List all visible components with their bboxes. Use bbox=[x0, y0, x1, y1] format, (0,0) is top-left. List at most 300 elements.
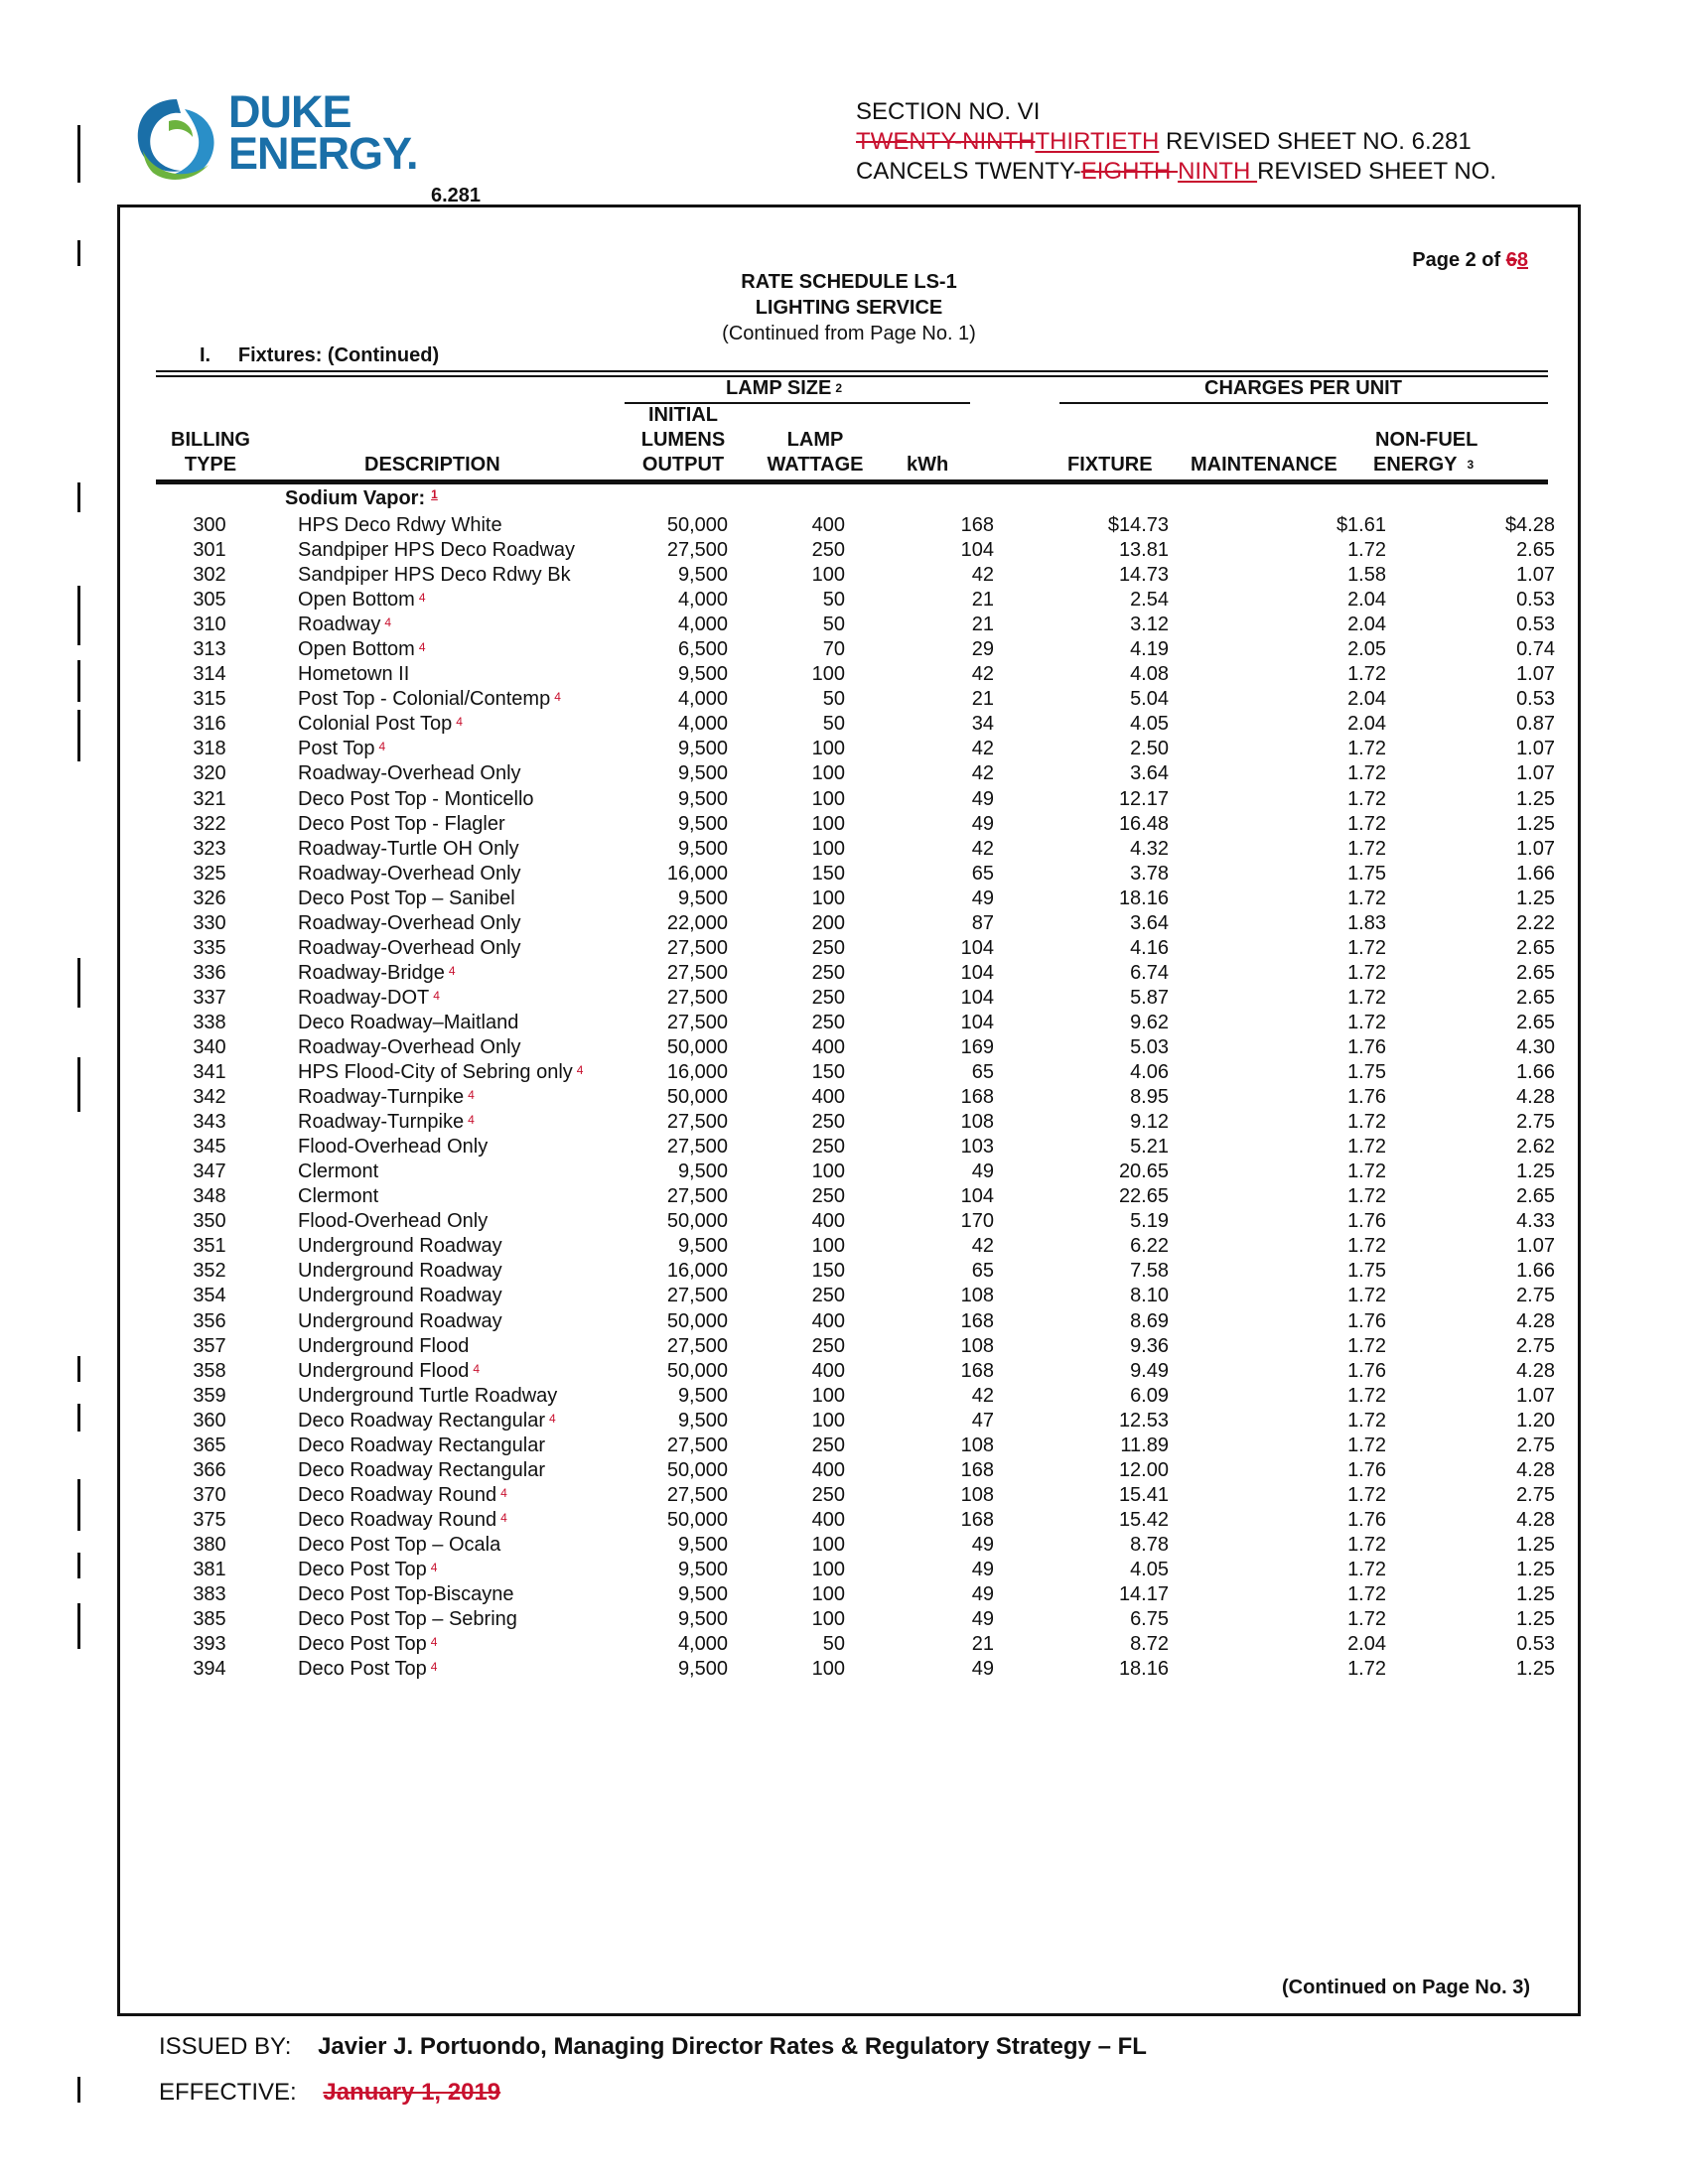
maintenance-charge-cell bbox=[1297, 1458, 1386, 1483]
wattage-cell-text: 100 bbox=[811, 837, 845, 860]
fixture-charge-cell-text: 4.05 bbox=[1130, 1558, 1169, 1580]
billing-type-cell-text: 370 bbox=[193, 1483, 226, 1506]
description-cell bbox=[298, 1184, 378, 1209]
non-fuel-energy-cell-text: 4.28 bbox=[1516, 1086, 1555, 1109]
lumens-cell-text: 4,000 bbox=[677, 589, 728, 612]
maintenance-charge-cell bbox=[1297, 588, 1386, 613]
wattage-cell bbox=[766, 837, 845, 862]
maintenance-charge-cell-text: 1.72 bbox=[1347, 837, 1386, 860]
wattage-cell-text: 400 bbox=[811, 514, 845, 536]
description-cell-text: Underground Roadway bbox=[298, 1285, 502, 1307]
fixture-charge-cell-text: 4.16 bbox=[1130, 936, 1169, 959]
lumens-cell-text: 50,000 bbox=[666, 1210, 728, 1233]
description-cell-text: Roadway-DOT bbox=[298, 986, 430, 1009]
lumens-cell bbox=[636, 1259, 728, 1284]
lumens-cell-text: 27,500 bbox=[666, 1136, 728, 1159]
billing-type-cell bbox=[175, 761, 244, 786]
description-cell bbox=[298, 812, 505, 837]
fixture-charge-cell bbox=[1063, 513, 1169, 538]
fixture-charge-cell-text: 4.08 bbox=[1130, 663, 1169, 686]
non-fuel-energy-cell-text: 4.28 bbox=[1516, 1359, 1555, 1382]
fixture-charge-cell-text: 6.75 bbox=[1130, 1608, 1169, 1631]
non-fuel-energy-cell bbox=[1466, 1632, 1555, 1657]
kwh-cell-text: 87 bbox=[971, 911, 994, 934]
billing-type-header bbox=[156, 428, 265, 478]
fixture-charge-cell-text: 20.65 bbox=[1118, 1160, 1169, 1183]
wattage-cell bbox=[766, 911, 845, 936]
table-row bbox=[120, 1209, 1578, 1234]
billing-type-cell bbox=[175, 1458, 244, 1483]
lumens-cell-text: 16,000 bbox=[666, 862, 728, 885]
maintenance-charge-cell-text: 1.72 bbox=[1347, 1285, 1386, 1307]
maintenance-charge-cell-text: 1.72 bbox=[1347, 986, 1386, 1009]
description-cell-text: Roadway-Overhead Only bbox=[298, 936, 521, 959]
kwh-cell-text: 42 bbox=[971, 663, 994, 686]
issued-by-label: ISSUED BY: bbox=[159, 2033, 292, 2060]
wattage-cell-text: 50 bbox=[822, 589, 845, 612]
duke-energy-swirl-icon bbox=[129, 91, 224, 191]
revised-old: TWENTY-NINTH bbox=[856, 128, 1036, 155]
maintenance-charge-cell bbox=[1297, 563, 1386, 588]
description-cell-text: Flood-Overhead Only bbox=[298, 1136, 489, 1159]
lumens-cell-text: 50,000 bbox=[666, 1359, 728, 1382]
wattage-cell-text: 70 bbox=[822, 638, 845, 661]
table-row bbox=[120, 837, 1578, 862]
lumens-cell bbox=[636, 1135, 728, 1160]
billing-type-cell-text: 338 bbox=[193, 1011, 226, 1033]
billing-type-cell-text: 301 bbox=[193, 539, 226, 562]
description-cell bbox=[298, 1558, 437, 1582]
billing-type-cell-text: 320 bbox=[193, 762, 226, 785]
fixture-charge-cell-text: 8.72 bbox=[1130, 1633, 1169, 1656]
kwh-cell-text: 42 bbox=[971, 738, 994, 760]
billing-type-cell bbox=[175, 588, 244, 613]
kwh-cell-text: 108 bbox=[960, 1483, 994, 1506]
fixture-charge-cell bbox=[1063, 1184, 1169, 1209]
table-row bbox=[120, 1184, 1578, 1209]
wattage-cell-text: 400 bbox=[811, 1210, 845, 1233]
wattage-cell-text: 100 bbox=[811, 787, 845, 810]
non-fuel-energy-cell-text: 1.25 bbox=[1516, 1608, 1555, 1631]
kwh-cell bbox=[944, 1582, 994, 1607]
change-bar bbox=[77, 1479, 80, 1531]
fixture-charge-cell-text: 8.78 bbox=[1130, 1533, 1169, 1556]
footnote-marker: 4 bbox=[468, 1088, 475, 1103]
non-fuel-energy-cell bbox=[1466, 1060, 1555, 1085]
lumens-cell bbox=[636, 1657, 728, 1682]
table-row bbox=[120, 1409, 1578, 1433]
billing-type-cell-text: 365 bbox=[193, 1433, 226, 1456]
lumens-cell-text: 27,500 bbox=[666, 986, 728, 1009]
kwh-cell-text: 29 bbox=[971, 638, 994, 661]
kwh-cell bbox=[944, 837, 994, 862]
fixture-charge-cell bbox=[1063, 936, 1169, 961]
lumens-label-1: INITIAL bbox=[648, 404, 718, 426]
non-fuel-energy-cell-text: 2.65 bbox=[1516, 936, 1555, 959]
lamp-size-label: LAMP SIZE bbox=[726, 377, 832, 399]
schedule-title-line2: LIGHTING SERVICE bbox=[755, 297, 943, 319]
lumens-cell-text: 50,000 bbox=[666, 1309, 728, 1332]
table-row bbox=[120, 1110, 1578, 1135]
lumens-cell-text: 9,500 bbox=[677, 887, 728, 909]
non-fuel-energy-cell-text: 1.25 bbox=[1516, 1658, 1555, 1681]
fixture-table-body bbox=[120, 513, 1578, 1682]
maintenance-charge-cell-text: 1.72 bbox=[1347, 1483, 1386, 1506]
maintenance-charge-cell bbox=[1297, 1085, 1386, 1110]
wattage-cell bbox=[766, 936, 845, 961]
kwh-cell-text: 169 bbox=[960, 1035, 994, 1058]
fixture-charge-cell-text: 9.49 bbox=[1130, 1359, 1169, 1382]
kwh-cell-text: 49 bbox=[971, 1533, 994, 1556]
lumens-cell-text: 6,500 bbox=[677, 638, 728, 661]
wattage-cell-text: 100 bbox=[811, 1558, 845, 1580]
fixture-charge-cell bbox=[1063, 986, 1169, 1011]
billing-type-cell bbox=[175, 1632, 244, 1657]
change-bar bbox=[77, 2077, 80, 2103]
lumens-cell bbox=[636, 787, 728, 812]
table-row bbox=[120, 1533, 1578, 1558]
lumens-cell bbox=[636, 613, 728, 637]
non-fuel-energy-cell bbox=[1466, 1209, 1555, 1234]
kwh-cell-text: 21 bbox=[971, 614, 994, 636]
description-cell bbox=[298, 613, 391, 637]
wattage-cell-text: 100 bbox=[811, 1583, 845, 1606]
maintenance-charge-cell-text: 1.75 bbox=[1347, 862, 1386, 885]
wattage-cell bbox=[766, 1632, 845, 1657]
lumens-cell bbox=[636, 887, 728, 911]
table-row bbox=[120, 1483, 1578, 1508]
kwh-cell-text: 34 bbox=[971, 713, 994, 736]
wattage-cell bbox=[766, 1384, 845, 1409]
lumens-cell bbox=[636, 812, 728, 837]
fixture-charge-cell bbox=[1063, 613, 1169, 637]
description-cell bbox=[298, 1035, 521, 1060]
fixture-charge-cell bbox=[1063, 637, 1169, 662]
table-row bbox=[120, 936, 1578, 961]
description-cell-text: Roadway-Bridge bbox=[298, 961, 445, 984]
maintenance-charge-cell bbox=[1297, 761, 1386, 786]
description-cell-text: Roadway-Overhead Only bbox=[298, 911, 521, 934]
description-cell bbox=[298, 1384, 557, 1409]
kwh-cell-text: 42 bbox=[971, 762, 994, 785]
wattage-cell bbox=[766, 737, 845, 761]
kwh-cell bbox=[944, 1135, 994, 1160]
kwh-cell bbox=[944, 1558, 994, 1582]
maintenance-charge-cell bbox=[1297, 911, 1386, 936]
fixture-charge-cell-text: 5.87 bbox=[1130, 986, 1169, 1009]
wattage-cell-text: 250 bbox=[811, 961, 845, 984]
revised-rest: REVISED SHEET NO. 6.281 bbox=[1159, 128, 1472, 155]
maintenance-header: MAINTENANCE bbox=[1191, 454, 1337, 476]
rule bbox=[1059, 402, 1548, 404]
billing-type-cell-text: 314 bbox=[193, 663, 226, 686]
description-cell-text: Deco Post Top - Flagler bbox=[298, 812, 505, 835]
maintenance-charge-cell bbox=[1297, 1060, 1386, 1085]
kwh-cell bbox=[944, 563, 994, 588]
maintenance-charge-cell-text: 1.76 bbox=[1347, 1086, 1386, 1109]
non-fuel-energy-cell bbox=[1466, 1433, 1555, 1458]
billing-type-cell bbox=[175, 1085, 244, 1110]
lumens-cell bbox=[636, 1533, 728, 1558]
non-fuel-energy-cell-text: 0.74 bbox=[1516, 638, 1555, 661]
wattage-cell bbox=[766, 538, 845, 563]
footnote-marker: 4 bbox=[418, 591, 426, 606]
non-fuel-energy-cell bbox=[1466, 712, 1555, 737]
wattage-cell bbox=[766, 1209, 845, 1234]
billing-type-cell bbox=[175, 1384, 244, 1409]
billing-type-cell-text: 343 bbox=[193, 1111, 226, 1134]
billing-type-cell-text: 385 bbox=[193, 1608, 226, 1631]
billing-type-cell-text: 345 bbox=[193, 1136, 226, 1159]
lumens-cell-text: 4,000 bbox=[677, 1633, 728, 1656]
description-cell-text: Colonial Post Top bbox=[298, 713, 453, 736]
fixture-charge-cell bbox=[1063, 1409, 1169, 1433]
table-row bbox=[120, 961, 1578, 986]
fixture-charge-cell-text: 13.81 bbox=[1118, 539, 1169, 562]
fixture-charge-cell-text: 5.21 bbox=[1130, 1136, 1169, 1159]
issued-by bbox=[159, 2033, 1147, 2061]
kwh-cell-text: 108 bbox=[960, 1334, 994, 1357]
wattage-cell bbox=[766, 1234, 845, 1259]
wattage-cell-text: 100 bbox=[811, 1533, 845, 1556]
billing-type-cell-text: 383 bbox=[193, 1583, 226, 1606]
fixture-charge-cell bbox=[1063, 1533, 1169, 1558]
description-cell-text: Clermont bbox=[298, 1160, 379, 1183]
change-bar bbox=[77, 1603, 80, 1649]
maintenance-charge-cell bbox=[1297, 1234, 1386, 1259]
description-cell bbox=[298, 1632, 437, 1657]
lumens-cell bbox=[636, 1160, 728, 1184]
billing-type-cell-text: 375 bbox=[193, 1508, 226, 1531]
billing-type-cell bbox=[175, 887, 244, 911]
lumens-cell-text: 9,500 bbox=[677, 787, 728, 810]
kwh-cell bbox=[944, 936, 994, 961]
description-cell-text: Post Top - Colonial/Contemp bbox=[298, 688, 551, 711]
kwh-cell-text: 65 bbox=[971, 1061, 994, 1084]
maintenance-charge-cell bbox=[1297, 1632, 1386, 1657]
lumens-cell-text: 9,500 bbox=[677, 1658, 728, 1681]
wattage-cell-text: 400 bbox=[811, 1359, 845, 1382]
wattage-cell-text: 150 bbox=[811, 1260, 845, 1283]
lumens-cell-text: 22,000 bbox=[666, 911, 728, 934]
wattage-cell bbox=[766, 1110, 845, 1135]
fixture-charge-cell bbox=[1063, 1309, 1169, 1334]
fixture-charge-cell bbox=[1063, 1234, 1169, 1259]
maintenance-charge-cell-text: 1.76 bbox=[1347, 1359, 1386, 1382]
billing-type-cell bbox=[175, 1160, 244, 1184]
description-cell-text: Deco Post Top-Biscayne bbox=[298, 1583, 514, 1606]
non-fuel-note: 3 bbox=[1467, 458, 1475, 472]
kwh-cell-text: 168 bbox=[960, 1458, 994, 1481]
non-fuel-energy-cell bbox=[1466, 1359, 1555, 1384]
wattage-cell bbox=[766, 1433, 845, 1458]
kwh-cell bbox=[944, 911, 994, 936]
wattage-cell bbox=[766, 1582, 845, 1607]
kwh-cell-text: 21 bbox=[971, 589, 994, 612]
billing-type-cell bbox=[175, 1582, 244, 1607]
fixture-charge-cell bbox=[1063, 1582, 1169, 1607]
lamp-size-header bbox=[726, 376, 842, 401]
kwh-cell bbox=[944, 812, 994, 837]
billing-type-cell bbox=[175, 563, 244, 588]
non-fuel-energy-cell-text: 4.33 bbox=[1516, 1210, 1555, 1233]
billing-type-cell bbox=[175, 1209, 244, 1234]
wattage-cell bbox=[766, 1334, 845, 1359]
kwh-cell-text: 104 bbox=[960, 1011, 994, 1033]
lumens-cell-text: 9,500 bbox=[677, 1608, 728, 1631]
non-fuel-energy-cell bbox=[1466, 637, 1555, 662]
fixture-charge-cell bbox=[1063, 862, 1169, 887]
lumens-cell-text: 16,000 bbox=[666, 1260, 728, 1283]
description-cell-text: Roadway-Turnpike bbox=[298, 1086, 465, 1109]
maintenance-charge-cell-text: 1.72 bbox=[1347, 762, 1386, 785]
non-fuel-energy-cell bbox=[1466, 761, 1555, 786]
fixture-charge-cell bbox=[1063, 662, 1169, 687]
description-cell bbox=[298, 787, 534, 812]
change-bar bbox=[77, 958, 80, 1008]
sheet-number-continued: 6.281 bbox=[431, 185, 482, 206]
non-fuel-energy-cell bbox=[1466, 837, 1555, 862]
description-cell bbox=[298, 1085, 475, 1110]
billing-type-cell-text: 347 bbox=[193, 1160, 226, 1183]
lumens-cell-text: 9,500 bbox=[677, 1409, 728, 1432]
fixture-charge-cell-text: 12.17 bbox=[1118, 787, 1169, 810]
table-row bbox=[120, 911, 1578, 936]
fixture-charge-cell bbox=[1063, 1011, 1169, 1035]
maintenance-charge-cell-text: 1.72 bbox=[1347, 1235, 1386, 1258]
maintenance-charge-cell-text: 1.72 bbox=[1347, 1583, 1386, 1606]
lumens-cell-text: 4,000 bbox=[677, 614, 728, 636]
lumens-cell-text: 50,000 bbox=[666, 1458, 728, 1481]
description-cell-text: Deco Roadway–Maitland bbox=[298, 1011, 519, 1033]
rule bbox=[156, 479, 1548, 484]
fixture-charge-cell bbox=[1063, 1209, 1169, 1234]
fixture-charge-cell bbox=[1063, 1607, 1169, 1632]
wattage-cell-text: 100 bbox=[811, 887, 845, 909]
fixture-charge-cell-text: 12.00 bbox=[1118, 1458, 1169, 1481]
kwh-cell bbox=[944, 1184, 994, 1209]
fixture-charge-cell-text: $14.73 bbox=[1107, 514, 1169, 536]
description-cell-text: Deco Roadway Round bbox=[298, 1483, 497, 1506]
non-fuel-energy-cell-text: 4.30 bbox=[1516, 1035, 1555, 1058]
billing-type-cell bbox=[175, 513, 244, 538]
billing-type-cell bbox=[175, 1483, 244, 1508]
kwh-cell bbox=[944, 1409, 994, 1433]
description-cell bbox=[298, 887, 515, 911]
table-row bbox=[120, 787, 1578, 812]
kwh-cell bbox=[944, 1309, 994, 1334]
lumens-cell-text: 9,500 bbox=[677, 564, 728, 587]
kwh-cell bbox=[944, 613, 994, 637]
non-fuel-energy-cell bbox=[1466, 862, 1555, 887]
page-total-old: 6 bbox=[1505, 249, 1517, 271]
maintenance-charge-cell bbox=[1297, 1409, 1386, 1433]
wattage-cell bbox=[766, 513, 845, 538]
revised-new: THIRTIETH bbox=[1035, 128, 1160, 155]
maintenance-charge-cell bbox=[1297, 737, 1386, 761]
description-cell bbox=[298, 1533, 500, 1558]
wattage-cell-text: 250 bbox=[811, 1185, 845, 1208]
maintenance-charge-cell bbox=[1297, 513, 1386, 538]
kwh-cell bbox=[944, 1334, 994, 1359]
fixture-charge-cell bbox=[1063, 1384, 1169, 1409]
description-cell-text: Open Bottom bbox=[298, 589, 415, 612]
change-bar bbox=[77, 586, 80, 645]
description-cell bbox=[298, 513, 502, 538]
maintenance-charge-cell bbox=[1297, 662, 1386, 687]
billing-type-cell bbox=[175, 1334, 244, 1359]
maintenance-charge-cell-text: 1.75 bbox=[1347, 1260, 1386, 1283]
table-row bbox=[120, 1384, 1578, 1409]
kwh-cell bbox=[944, 588, 994, 613]
lumens-cell-text: 50,000 bbox=[666, 1508, 728, 1531]
maintenance-charge-cell-text: 1.72 bbox=[1347, 1409, 1386, 1432]
maintenance-charge-cell-text: 1.72 bbox=[1347, 1558, 1386, 1580]
kwh-cell bbox=[944, 1359, 994, 1384]
wattage-cell bbox=[766, 1085, 845, 1110]
fixture-charge-cell bbox=[1063, 737, 1169, 761]
wattage-cell-text: 250 bbox=[811, 539, 845, 562]
lumens-cell-text: 16,000 bbox=[666, 1061, 728, 1084]
maintenance-charge-cell-text: 1.72 bbox=[1347, 1334, 1386, 1357]
table-row bbox=[120, 1060, 1578, 1085]
wattage-cell bbox=[766, 1359, 845, 1384]
wattage-cell bbox=[766, 1060, 845, 1085]
kwh-cell bbox=[944, 513, 994, 538]
maintenance-charge-cell-text: 1.72 bbox=[1347, 663, 1386, 686]
fixture-charge-cell bbox=[1063, 1558, 1169, 1582]
fixture-charge-cell-text: 5.03 bbox=[1130, 1035, 1169, 1058]
fixture-charge-cell bbox=[1063, 761, 1169, 786]
non-fuel-energy-cell-text: 1.07 bbox=[1516, 762, 1555, 785]
fixture-charge-cell bbox=[1063, 588, 1169, 613]
kwh-cell bbox=[944, 538, 994, 563]
footnote-marker: 4 bbox=[448, 963, 456, 978]
kwh-cell-text: 168 bbox=[960, 514, 994, 536]
lumens-cell-text: 27,500 bbox=[666, 1483, 728, 1506]
fixture-charge-cell bbox=[1063, 1334, 1169, 1359]
lumens-cell bbox=[636, 761, 728, 786]
non-fuel-energy-cell-text: 1.25 bbox=[1516, 1583, 1555, 1606]
billing-type-cell-text: 330 bbox=[193, 911, 226, 934]
fixture-charge-cell-text: 6.09 bbox=[1130, 1384, 1169, 1407]
fixture-charge-cell bbox=[1063, 687, 1169, 712]
wattage-cell-text: 100 bbox=[811, 564, 845, 587]
effective-label: EFFECTIVE: bbox=[159, 2079, 297, 2106]
wattage-cell bbox=[766, 1259, 845, 1284]
wattage-cell bbox=[766, 588, 845, 613]
fixture-charge-cell-text: 4.32 bbox=[1130, 837, 1169, 860]
footnote-marker: 4 bbox=[473, 1361, 481, 1376]
description-cell-text: Underground Turtle Roadway bbox=[298, 1384, 558, 1407]
non-fuel-energy-cell-text: 0.53 bbox=[1516, 1633, 1555, 1656]
lumens-cell-text: 50,000 bbox=[666, 514, 728, 536]
footnote-marker: 4 bbox=[500, 1485, 507, 1500]
fixture-charge-cell-text: 18.16 bbox=[1118, 887, 1169, 909]
description-cell-text: Flood-Overhead Only bbox=[298, 1210, 489, 1233]
fixture-charge-cell bbox=[1063, 538, 1169, 563]
fixture-charge-cell bbox=[1063, 1508, 1169, 1533]
rate-schedule-frame bbox=[117, 205, 1581, 2016]
billing-type-cell-text: 366 bbox=[193, 1458, 226, 1481]
kwh-cell-text: 170 bbox=[960, 1210, 994, 1233]
non-fuel-label-2-wrap bbox=[1373, 453, 1477, 478]
change-bar bbox=[77, 660, 80, 702]
billing-type-cell-text: 354 bbox=[193, 1285, 226, 1307]
wattage-cell bbox=[766, 1309, 845, 1334]
billing-type-cell-text: 357 bbox=[193, 1334, 226, 1357]
kwh-cell bbox=[944, 1060, 994, 1085]
